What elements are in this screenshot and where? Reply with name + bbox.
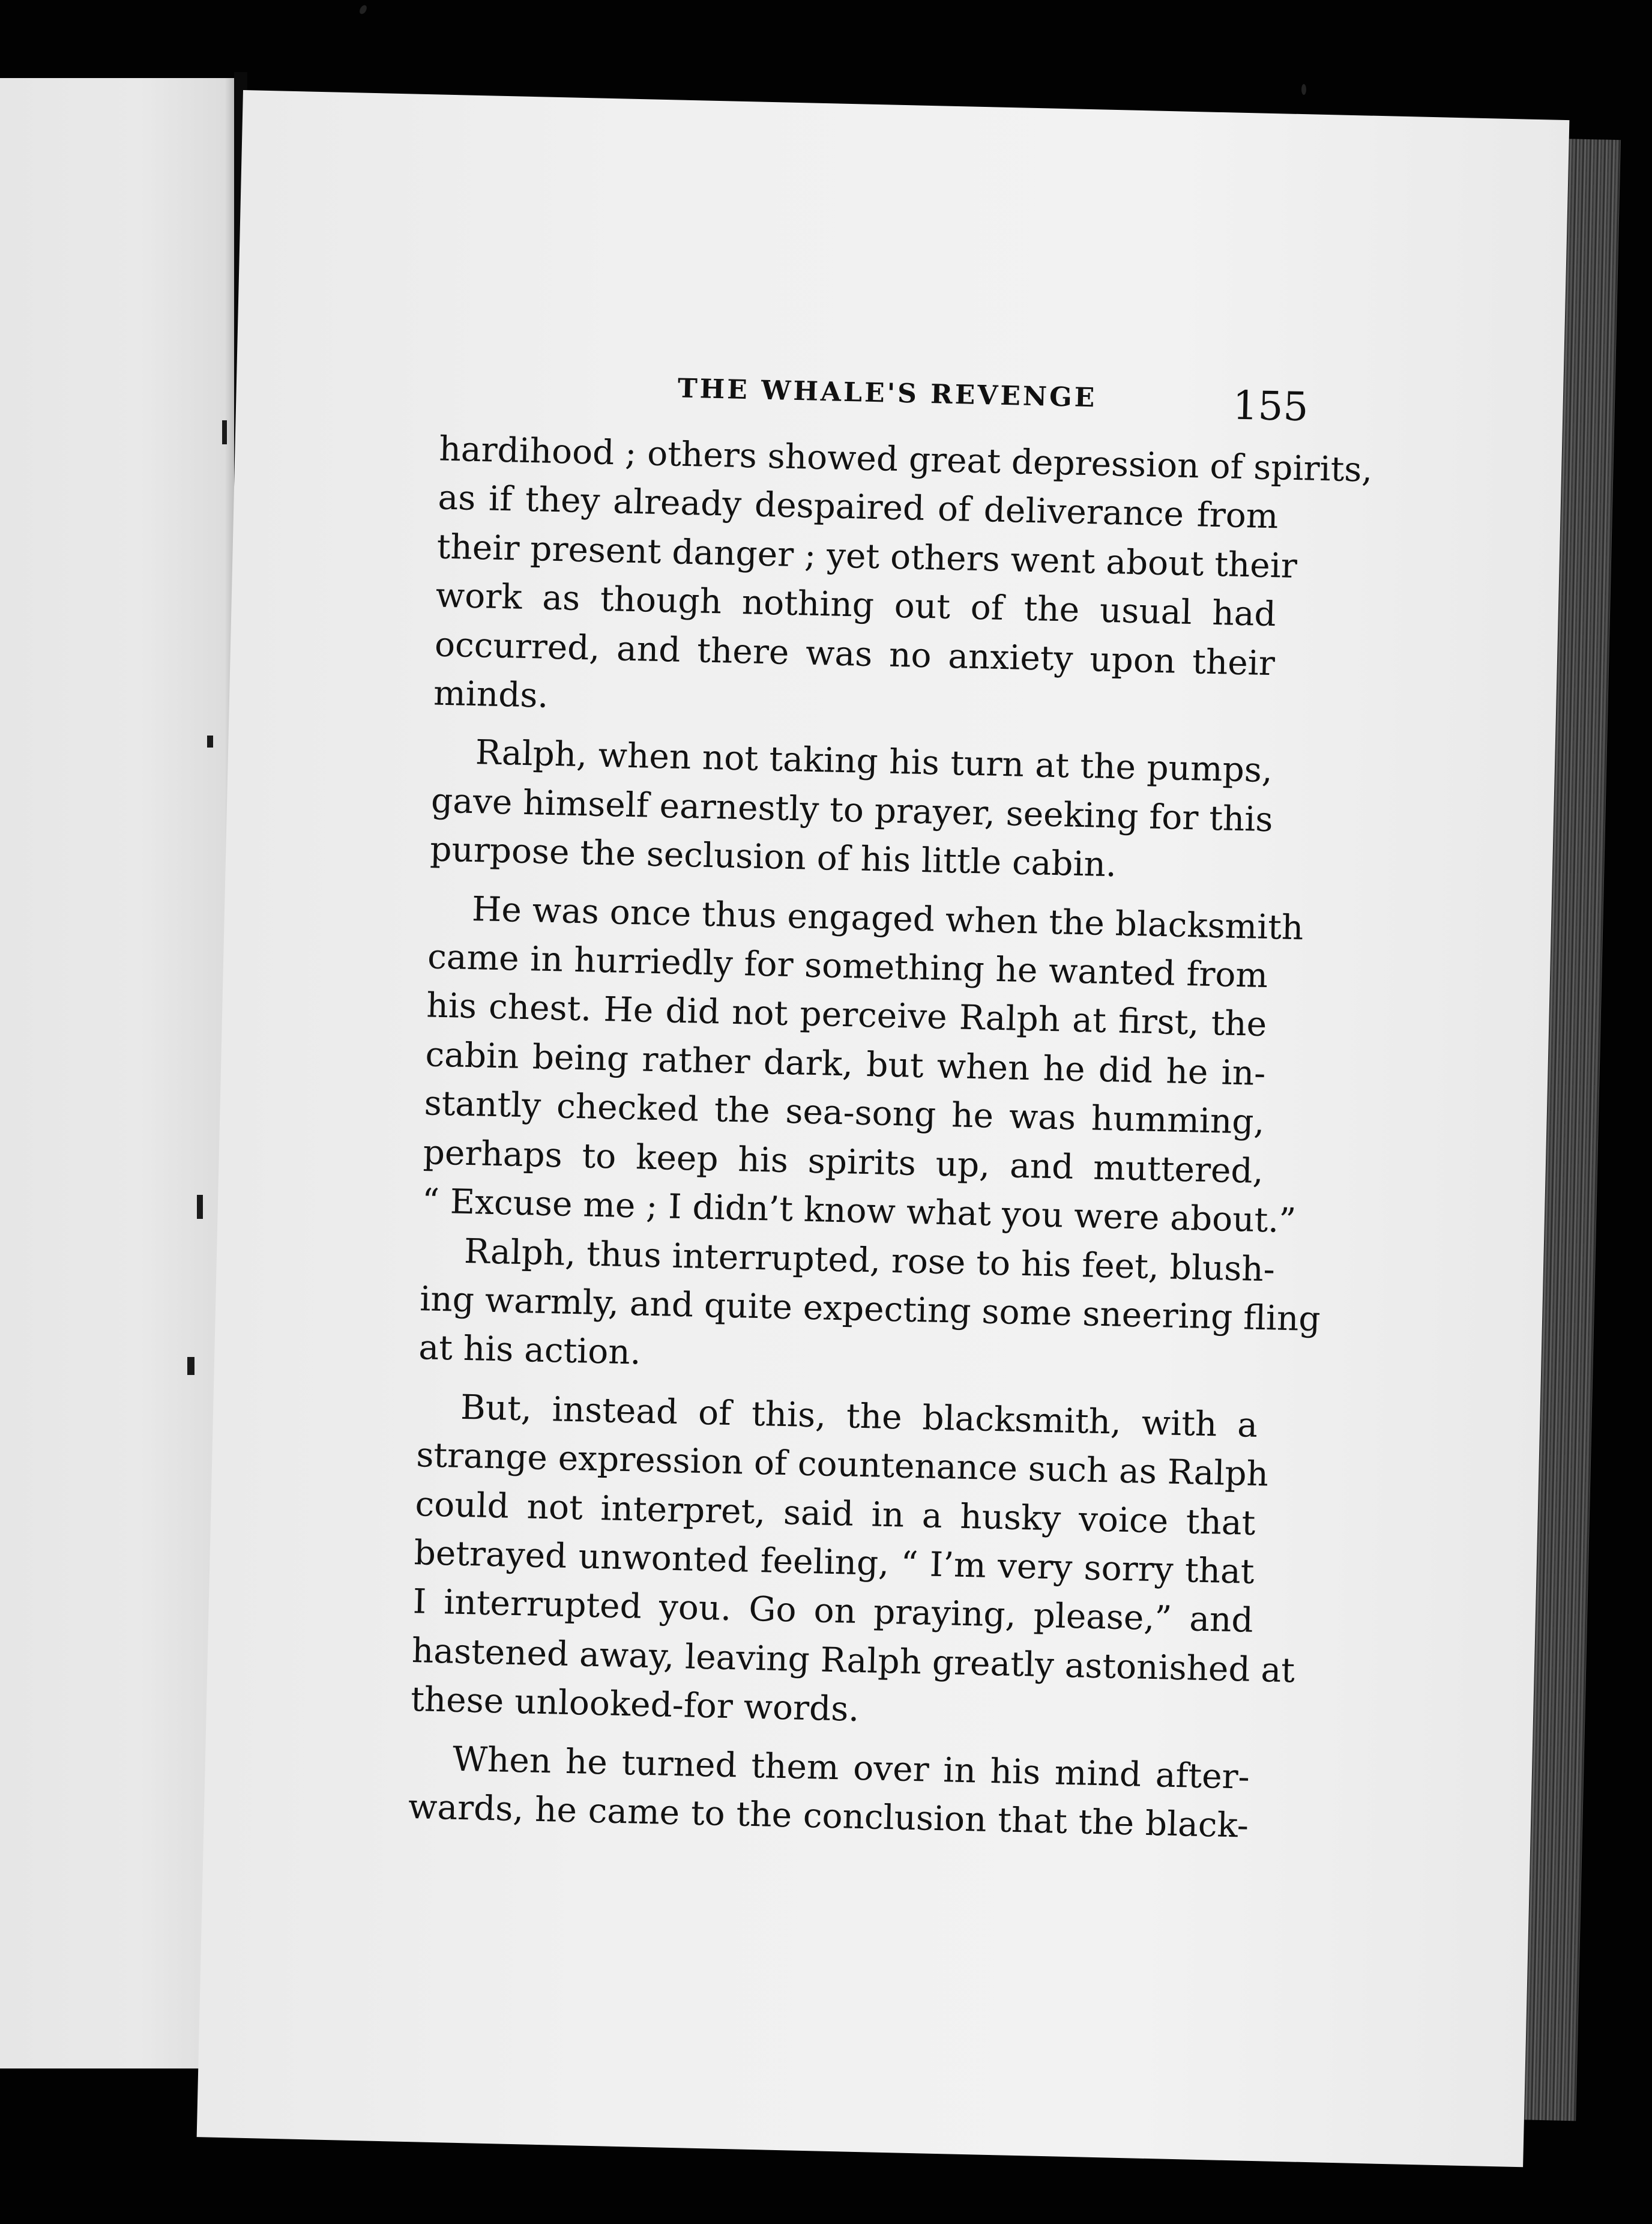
text-line: stantly checked the sea-song he was humming, (424, 1084, 1265, 1143)
running-head (236, 363, 1563, 441)
text-line: his chest. He did not perceive Ralph at first, the (426, 986, 1267, 1045)
text-line: these unlooked-for words. (410, 1680, 860, 1730)
text-line: wards, he came to the conclusion that the black- (408, 1787, 1249, 1846)
text-line: ing warmly, and quite expecting some sneering fling (419, 1280, 1321, 1340)
text-line: Ralph, when not taking his turn at the pumps, (475, 733, 1273, 791)
text-line: hardihood ; others showed great depression of spirits, (438, 429, 1373, 490)
running-title: THE WHALE'S REVENGE (677, 373, 1097, 414)
text-line: could not interpret, said in a husky voice that (414, 1484, 1256, 1543)
text-line: gave himself earnestly to prayer, seeking for this (430, 781, 1274, 840)
binding-mark (207, 736, 213, 748)
text-line: He was once thus engaged when the blacksmith (471, 889, 1304, 948)
binding-mark (187, 1357, 194, 1375)
text-line: as if they already despaired of deliverance from (437, 478, 1279, 537)
text-line: betrayed unwonted feeling, “ I’m very sorry that (414, 1534, 1255, 1592)
paragraph (408, 1734, 1250, 1851)
binding-mark (222, 420, 227, 444)
text-line: strange expression of countenance such as Ralph (415, 1436, 1269, 1494)
dust-speck (1301, 84, 1306, 95)
text-line: minds. (433, 674, 549, 716)
dust-speck (358, 4, 369, 16)
body-text (408, 425, 1373, 1851)
text-line: hastened away, leaving Ralph greatly astonished at (411, 1631, 1295, 1691)
text-line: their present danger ; yet others went about their (436, 527, 1298, 586)
paragraph (433, 425, 1373, 737)
page-number: 155 (1232, 382, 1309, 431)
text-line: But, instead of this, the blacksmith, with a (460, 1388, 1258, 1445)
paragraph (421, 884, 1304, 1245)
text-line: perhaps to keep his spirits up, and muttered, (423, 1132, 1264, 1191)
text-line: When he turned them over in his mind after- (452, 1739, 1250, 1797)
text-line: occurred, and there was no anxiety upon their (434, 625, 1276, 683)
text-line: Ralph, thus interrupted, rose to his feet, blush- (463, 1231, 1276, 1289)
text-line: I interrupted you. Go on praying, please,” and (412, 1582, 1254, 1641)
paragraph (410, 1382, 1295, 1743)
left-facing-page (0, 78, 234, 2068)
text-line: came in hurriedly for something he wanted from (427, 937, 1268, 996)
text-line: work as though nothing out of the usual had (435, 576, 1277, 635)
text-line: cabin being rather dark, but when he did he in- (424, 1035, 1267, 1093)
text-line: purpose the seclusion of his little cabin. (429, 830, 1117, 885)
paragraph (418, 1226, 1321, 1392)
binding-mark (197, 1195, 203, 1219)
paragraph (429, 728, 1273, 893)
text-line: “ Excuse me ; I didn’t know what you were about.” (421, 1182, 1297, 1241)
text-line: at his action. (418, 1328, 642, 1373)
book-page (197, 90, 1570, 2167)
